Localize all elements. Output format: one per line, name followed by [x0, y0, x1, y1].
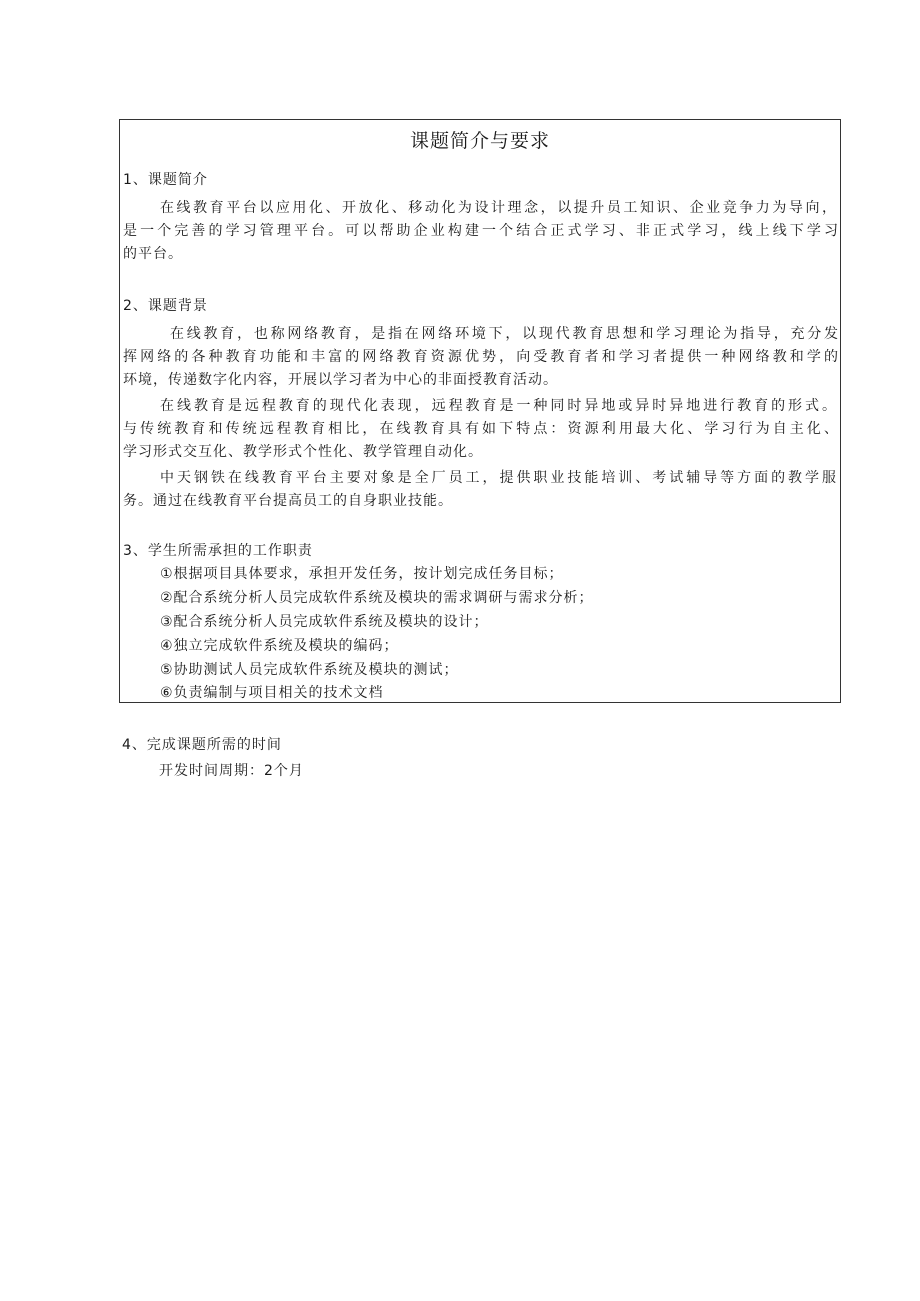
background-p2-line-1: 在线教育是远程教育的现代化表现，远程教育是一种同时异地或异时异地进行教育的形式。	[160, 398, 837, 414]
duties-heading: 3、学生所需承担的工作职责	[123, 543, 313, 559]
background-p3-line-2: 务。通过在线教育平台提高员工的自身职业技能。	[123, 493, 453, 509]
background-p3-line-1: 中天钢铁在线教育平台主要对象是全厂员工，提供职业技能培训、考试辅导等方面的教学服	[160, 470, 837, 486]
background-p2-line-2: 与传统教育和传统远程教育相比，在线教育具有如下特点：资源利用最大化、学习行为自主化、	[123, 421, 839, 437]
duty-item-5: ⑤协助测试人员完成软件系统及模块的测试；	[160, 662, 459, 678]
background-p1-line-3: 环境，传递数字化内容，开展以学习者为中心的非面授教育活动。	[123, 372, 558, 388]
duty-item-1: ①根据项目具体要求，承担开发任务，按计划完成任务目标；	[160, 566, 564, 582]
intro-line-1: 在线教育平台以应用化、开放化、移动化为设计理念，以提升员工知识、企业竞争力为导向，	[160, 200, 837, 216]
background-p2-line-3: 学习形式交互化、教学形式个性化、教学管理自动化。	[123, 444, 483, 460]
intro-line-2: 是一个完善的学习管理平台。可以帮助企业构建一个结合正式学习、非正式学习，线上线下学习	[123, 223, 839, 239]
background-heading: 2、课题背景	[123, 298, 208, 314]
time-value: 开发时间周期：2个月	[159, 763, 304, 779]
background-p1-line-1: 在线教育，也称网络教育，是指在网络环境下，以现代教育思想和学习理论为指导，充分发	[170, 326, 839, 342]
duty-item-3: ③配合系统分析人员完成软件系统及模块的设计；	[160, 614, 489, 630]
time-heading: 4、完成课题所需的时间	[122, 737, 282, 753]
duty-item-2: ②配合系统分析人员完成软件系统及模块的需求调研与需求分析；	[160, 590, 594, 606]
requirements-box	[119, 119, 841, 703]
background-p1-line-2: 挥网络的各种教育功能和丰富的网络教育资源优势，向受教育者和学习者提供一种网络教和学的	[123, 349, 839, 365]
intro-line-3: 的平台。	[123, 246, 183, 262]
document-title: 课题简介与要求	[409, 130, 550, 152]
intro-heading: 1、课题简介	[123, 172, 208, 188]
duty-item-6: ⑥负责编制与项目相关的技术文档	[160, 685, 384, 701]
duty-item-4: ④独立完成软件系统及模块的编码；	[160, 638, 399, 654]
